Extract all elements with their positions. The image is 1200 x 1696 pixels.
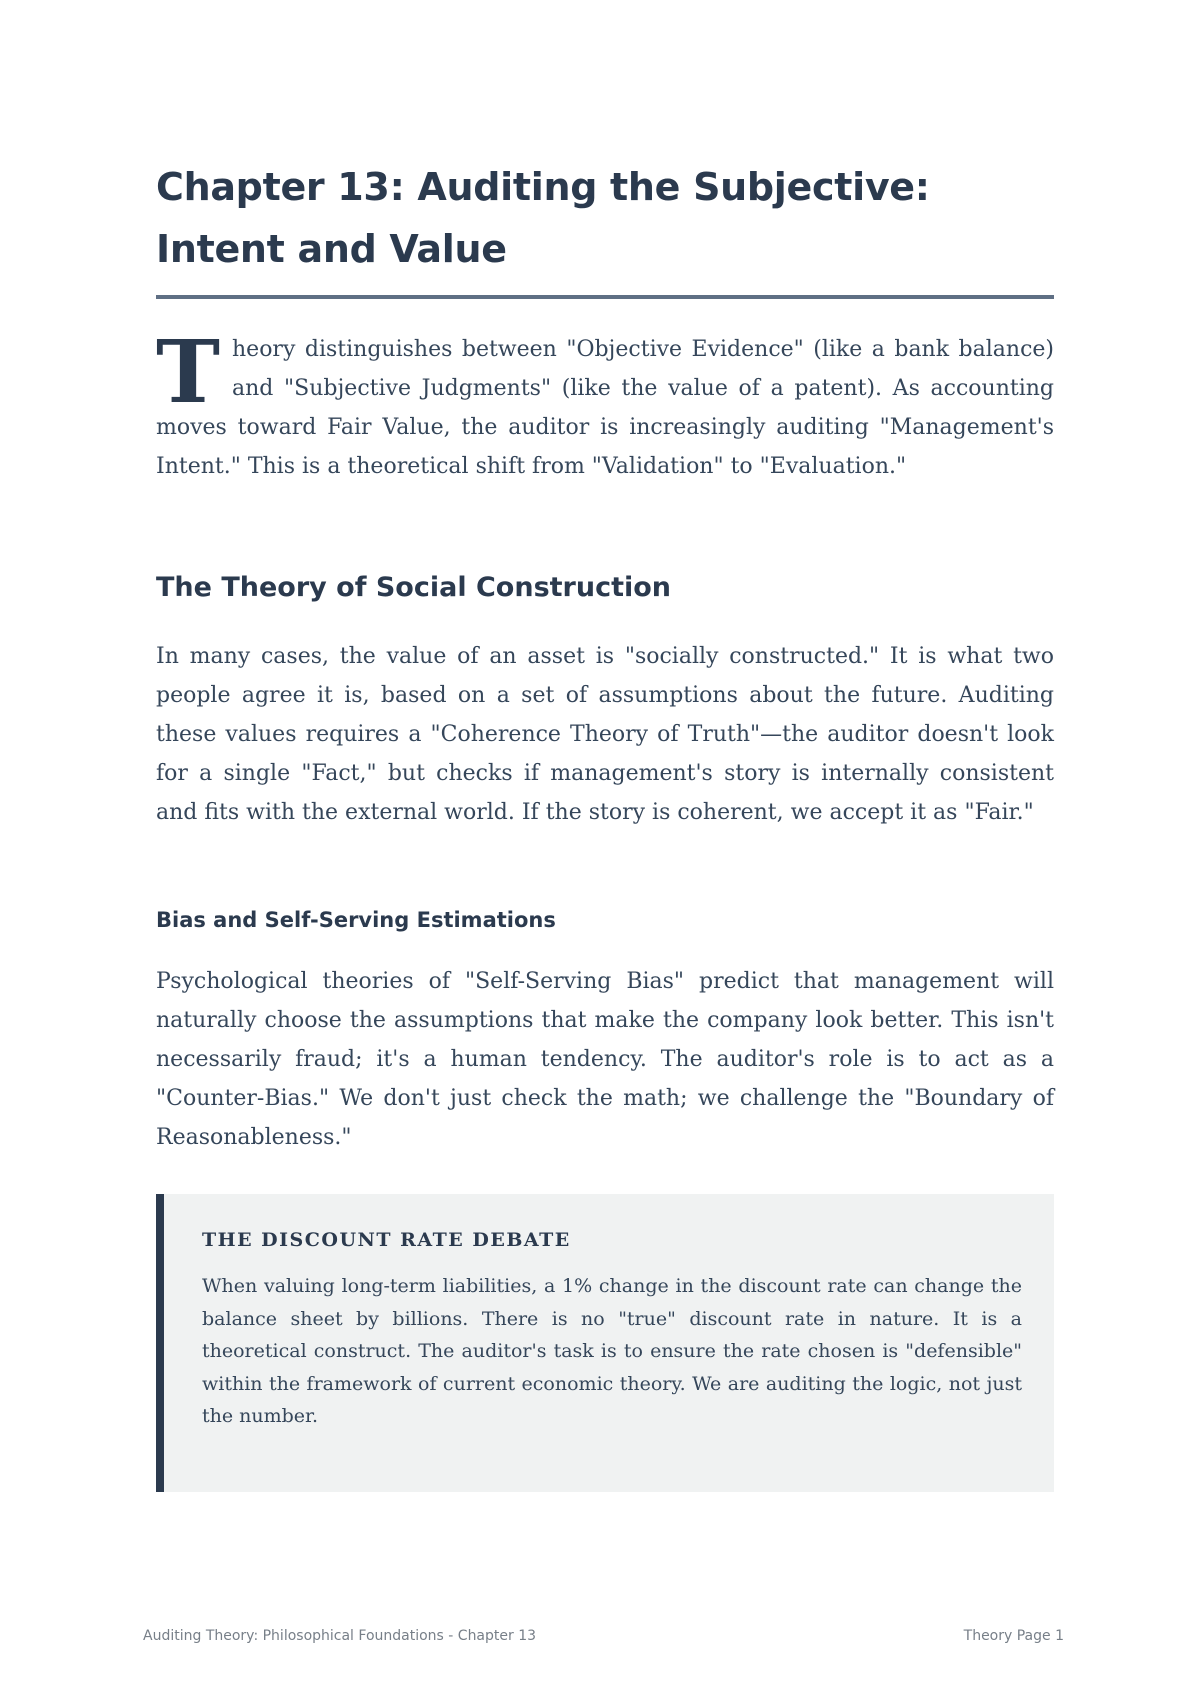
drop-cap: T xyxy=(156,322,220,423)
chapter-title: Chapter 13: Auditing the Subjective: Intent and Value xyxy=(156,165,930,271)
subsection-paragraph: Psychological theories of "Self-Serving Bias" predict that management will naturally choose the assumptions that make the company look better. This isn't necessarily fraud; it's a human tendency. The auditor's role is to act as a "Counter-Bias." We don't just check the math; we challenge the "Boundary of Reasonableness." xyxy=(156,969,1054,1150)
callout-box xyxy=(156,1194,1054,1492)
intro-text: heory distinguishes between "Objective Evidence" (like a bank balance) and "Subjective Judgments" (like the value of a patent). As accounting moves toward Fair Value, the auditor is increasingly auditing "Management's Intent." This is a theoretical shift from "Validation" to "Evaluation." xyxy=(156,337,1054,479)
footer-page-number: Theory Page 1 xyxy=(963,1628,1064,1644)
section-paragraph: In many cases, the value of an asset is "socially constructed." It is what two people agree it is, based on a set of assumptions about the future. Auditing these values requires a "Coherence Theory of Truth"—the auditor doesn't look for a single "Fact," but checks if management's story is internally consistent and fits with the external world. If the story is coherent, we accept it as "Fair." xyxy=(156,644,1054,825)
subsection-heading: Bias and Self-Serving Estimations xyxy=(156,908,556,932)
section-heading: The Theory of Social Construction xyxy=(156,572,672,603)
intro-paragraph xyxy=(156,322,1054,486)
callout-title: THE DISCOUNT RATE DEBATE xyxy=(202,1229,571,1251)
callout-text: When valuing long-term liabilities, a 1% change in the discount rate can change the balance sheet by billions. There is no "true" discount rate in nature. It is a theoretical construct. The auditor's task is to ensure the rate chosen is "defensible" within the framework of current economic theory. We are auditing the logic, not just the number. xyxy=(202,1275,1022,1427)
title-divider xyxy=(156,295,1054,299)
footer-document-title: Auditing Theory: Philosophical Foundations - Chapter 13 xyxy=(143,1628,537,1644)
